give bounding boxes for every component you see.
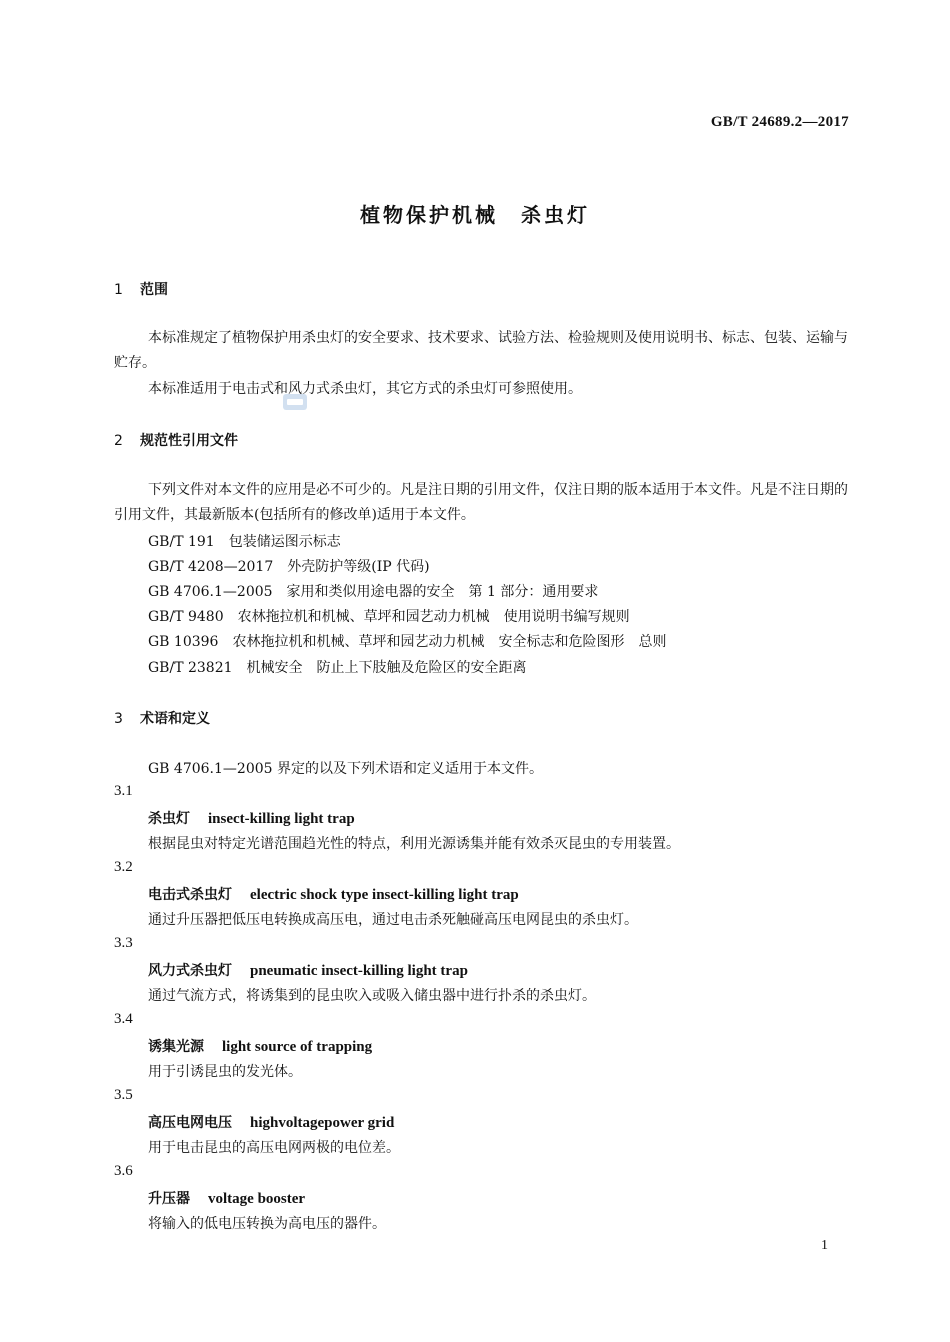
term-english: voltage booster	[208, 1191, 306, 1207]
term-number: 3.1	[114, 783, 133, 799]
reference-item: GB/T 4208—2017 外壳防护等级(IP 代码)	[148, 559, 430, 575]
section-heading-references	[114, 430, 238, 450]
term-number: 3.4	[114, 1011, 133, 1027]
section-number: 3	[114, 711, 123, 727]
term-heading	[148, 1112, 394, 1132]
section-heading-terms	[114, 708, 210, 728]
term-heading	[148, 884, 519, 904]
standard-code: GB/T 24689.2—2017	[710, 114, 849, 130]
term-english: pneumatic insect-killing light trap	[250, 963, 468, 979]
page-number: 1	[821, 1238, 828, 1253]
term-number: 3.2	[114, 859, 133, 875]
term-heading	[148, 808, 355, 828]
reference-item: GB 4706.1—2005 家用和类似用途电器的安全 第 1 部分：通用要求	[148, 584, 599, 600]
term-english: insect-killing light trap	[208, 811, 355, 827]
reference-item: GB 10396 农林拖拉机和机械、草坪和园艺动力机械 安全标志和危险图形 总则	[148, 634, 667, 650]
scope-paragraph-1: 本标准规定了植物保护用杀虫灯的安全要求、技术要求、试验方法、检验规则及使用说明书、标志、包装、运输与贮存。	[114, 330, 848, 371]
scope-paragraph-2: 本标准适用于电击式和风力式杀虫灯，其它方式的杀虫灯可参照使用。	[148, 381, 582, 397]
section-title: 术语和定义	[140, 711, 210, 727]
reference-item: GB/T 23821 机械安全 防止上下肢触及危险区的安全距离	[148, 660, 527, 676]
section-number: 1	[114, 282, 123, 298]
term-english: electric shock type insect-killing light trap	[250, 887, 519, 903]
term-number: 3.5	[114, 1087, 133, 1103]
term-chinese: 升压器	[148, 1191, 190, 1207]
term-chinese: 杀虫灯	[148, 811, 190, 827]
term-definition: 根据昆虫对特定光谱范围趋光性的特点，利用光源诱集并能有效杀灭昆虫的专用装置。	[148, 836, 680, 852]
term-chinese: 电击式杀虫灯	[148, 887, 232, 903]
watermark-logo-icon	[282, 392, 308, 412]
term-chinese: 高压电网电压	[148, 1115, 232, 1131]
reference-item: GB/T 9480 农林拖拉机和机械、草坪和园艺动力机械 使用说明书编写规则	[148, 609, 630, 625]
term-heading	[148, 960, 468, 980]
term-definition: 通过气流方式，将诱集到的昆虫吹入或吸入储虫器中进行扑杀的杀虫灯。	[148, 988, 596, 1004]
section-title: 规范性引用文件	[140, 433, 238, 449]
term-chinese: 风力式杀虫灯	[148, 963, 232, 979]
section-title: 范围	[140, 282, 168, 298]
term-english: highvoltagepower grid	[250, 1115, 395, 1131]
term-chinese: 诱集光源	[148, 1039, 204, 1055]
term-number: 3.3	[114, 935, 133, 951]
reference-item: GB/T 191 包装储运图示标志	[148, 534, 341, 550]
references-intro: 下列文件对本文件的应用是必不可少的。凡是注日期的引用文件，仅注日期的版本适用于本文件。凡是不注日期的引用文件，其最新版本(包括所有的修改单)适用于本文件。	[114, 482, 848, 523]
term-definition: 用于电击昆虫的高压电网两极的电位差。	[148, 1140, 400, 1156]
section-heading-scope	[114, 279, 168, 299]
section-number: 2	[114, 433, 123, 449]
terms-intro: GB 4706.1—2005 界定的以及下列术语和定义适用于本文件。	[148, 761, 543, 777]
term-definition: 将输入的低电压转换为高电压的器件。	[148, 1216, 386, 1232]
term-number: 3.6	[114, 1163, 133, 1179]
term-definition: 通过升压器把低压电转换成高压电，通过电击杀死触碰高压电网昆虫的杀虫灯。	[148, 912, 638, 928]
term-heading	[148, 1036, 372, 1056]
term-definition: 用于引诱昆虫的发光体。	[148, 1064, 302, 1080]
page-title: 植物保护机械 杀虫灯	[360, 203, 590, 227]
term-english: light source of trapping	[222, 1039, 373, 1055]
term-heading	[148, 1188, 305, 1208]
